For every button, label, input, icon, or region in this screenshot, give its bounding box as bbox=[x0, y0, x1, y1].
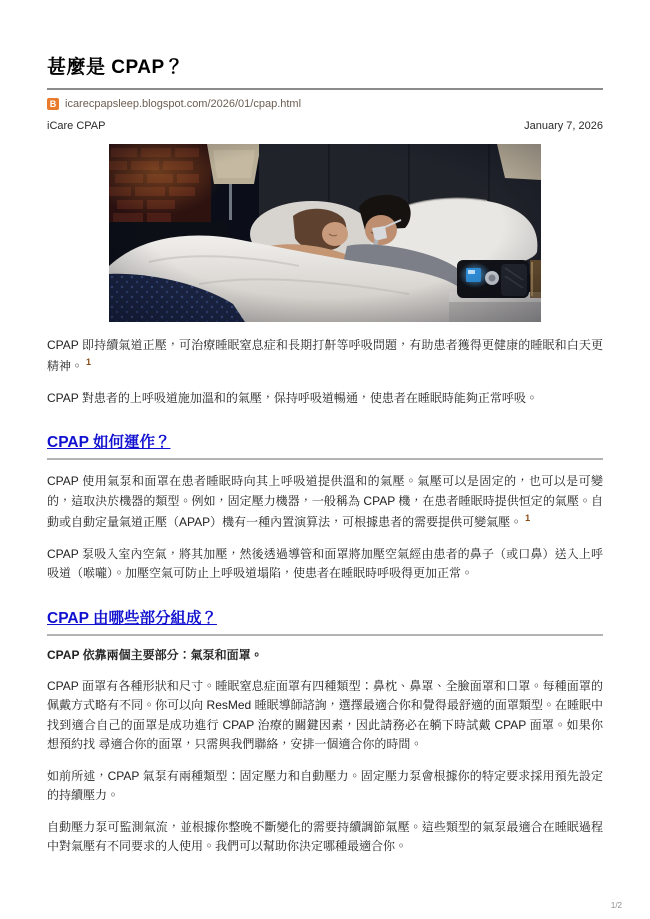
site-name: iCare CPAP bbox=[47, 120, 106, 132]
paragraph-text: CPAP 即持續氣道正壓，可治療睡眠窒息症和長期打鼾等呼吸問題，有助患者獲得更健康的睡眠和白天更精神。 bbox=[47, 338, 603, 374]
source-url-row bbox=[47, 98, 603, 110]
title-divider bbox=[47, 88, 603, 90]
blogger-favicon-icon: B bbox=[47, 98, 59, 110]
paragraph-how-1 bbox=[47, 472, 603, 532]
source-url: icarecpapsleep.blogspot.com/2026/01/cpap.html bbox=[65, 98, 302, 110]
footnote-ref-1[interactable]: 1 bbox=[86, 357, 92, 368]
paragraph-how-2: CPAP 泵吸入室內空氣，將其加壓，然後透過導管和面罩將加壓空氣經由患者的鼻子（或口鼻）送入上呼吸道（喉嚨）。加壓空氣可防止上呼吸道塌陷，使患者在睡眠時呼吸得更加正常。 bbox=[47, 546, 603, 581]
paragraph-masks: CPAP 面罩有各種形狀和尺寸。睡眠窒息症面罩有四種類型：鼻枕、鼻罩、全臉面罩和口罩。每種面罩的佩戴方式略有不同。你可以向 ResMed 睡眠導師諮詢，選擇最適合你和覺得最舒適的面罩類型。在睡眠中找到適合自己的面罩是成功進行 CPAP 治療的關鍵因素，因此請務必在躺下時試戴 CPAP 面罩。如果你想預約找 尋適合你的面罩，只需與我們聯絡，安排一個適合你的時間。 bbox=[47, 678, 603, 752]
article-meta-row bbox=[47, 120, 603, 132]
paragraph-intro-2: CPAP 對患者的上呼吸道施加溫和的氣壓，保持呼吸道暢通，使患者在睡眠時能夠正常呼吸。 bbox=[47, 390, 538, 405]
paragraph-pumps-2: 自動壓力泵可監測氣流，並根據你整晚不斷變化的需要持續調節氣壓。這些類型的氣泵最適合在睡眠過程中對氣壓有不同要求的人使用。我們可以幫助你決定哪種最適合你。 bbox=[47, 819, 603, 853]
section-divider-2 bbox=[47, 634, 603, 636]
section-divider-1 bbox=[47, 458, 603, 460]
article-photo bbox=[109, 144, 541, 322]
paragraph-text: CPAP 使用氣泵和面罩在患者睡眠時向其上呼吸道提供溫和的氣壓。氣壓可以是固定的，也可以是可變的，這取決於機器的類型。例如，固定壓力機器，一般稱為 CPAP 機，在患者睡眠時提供恒定的氣壓。自動或自動定量氣道正壓（APAP）機有一種內置演算法，可根據患者的需要提供可變氣壓。 bbox=[47, 474, 603, 530]
page-title: 甚麼是 CPAP？ bbox=[47, 57, 185, 78]
paragraph-components-lead: CPAP 依靠兩個主要部分：氣泵和面罩。 bbox=[47, 647, 263, 662]
page-indicator: 1/2 bbox=[610, 901, 622, 910]
article-date: January 7, 2026 bbox=[524, 120, 603, 132]
section-heading-components[interactable]: CPAP 由哪些部分組成？ bbox=[47, 609, 217, 627]
footnote-ref-2[interactable]: 1 bbox=[525, 513, 531, 524]
photo-vignette bbox=[109, 144, 541, 322]
cpap-bedroom-photo bbox=[109, 144, 541, 322]
paragraph-pumps-1: 如前所述，CPAP 氣泵有兩種類型：固定壓力和自動壓力。固定壓力泵會根據你的特定要求採用預先設定的持續壓力。 bbox=[47, 768, 603, 803]
paragraph-intro-1 bbox=[47, 336, 603, 377]
section-heading-how-it-works[interactable]: CPAP 如何運作？ bbox=[47, 434, 171, 452]
